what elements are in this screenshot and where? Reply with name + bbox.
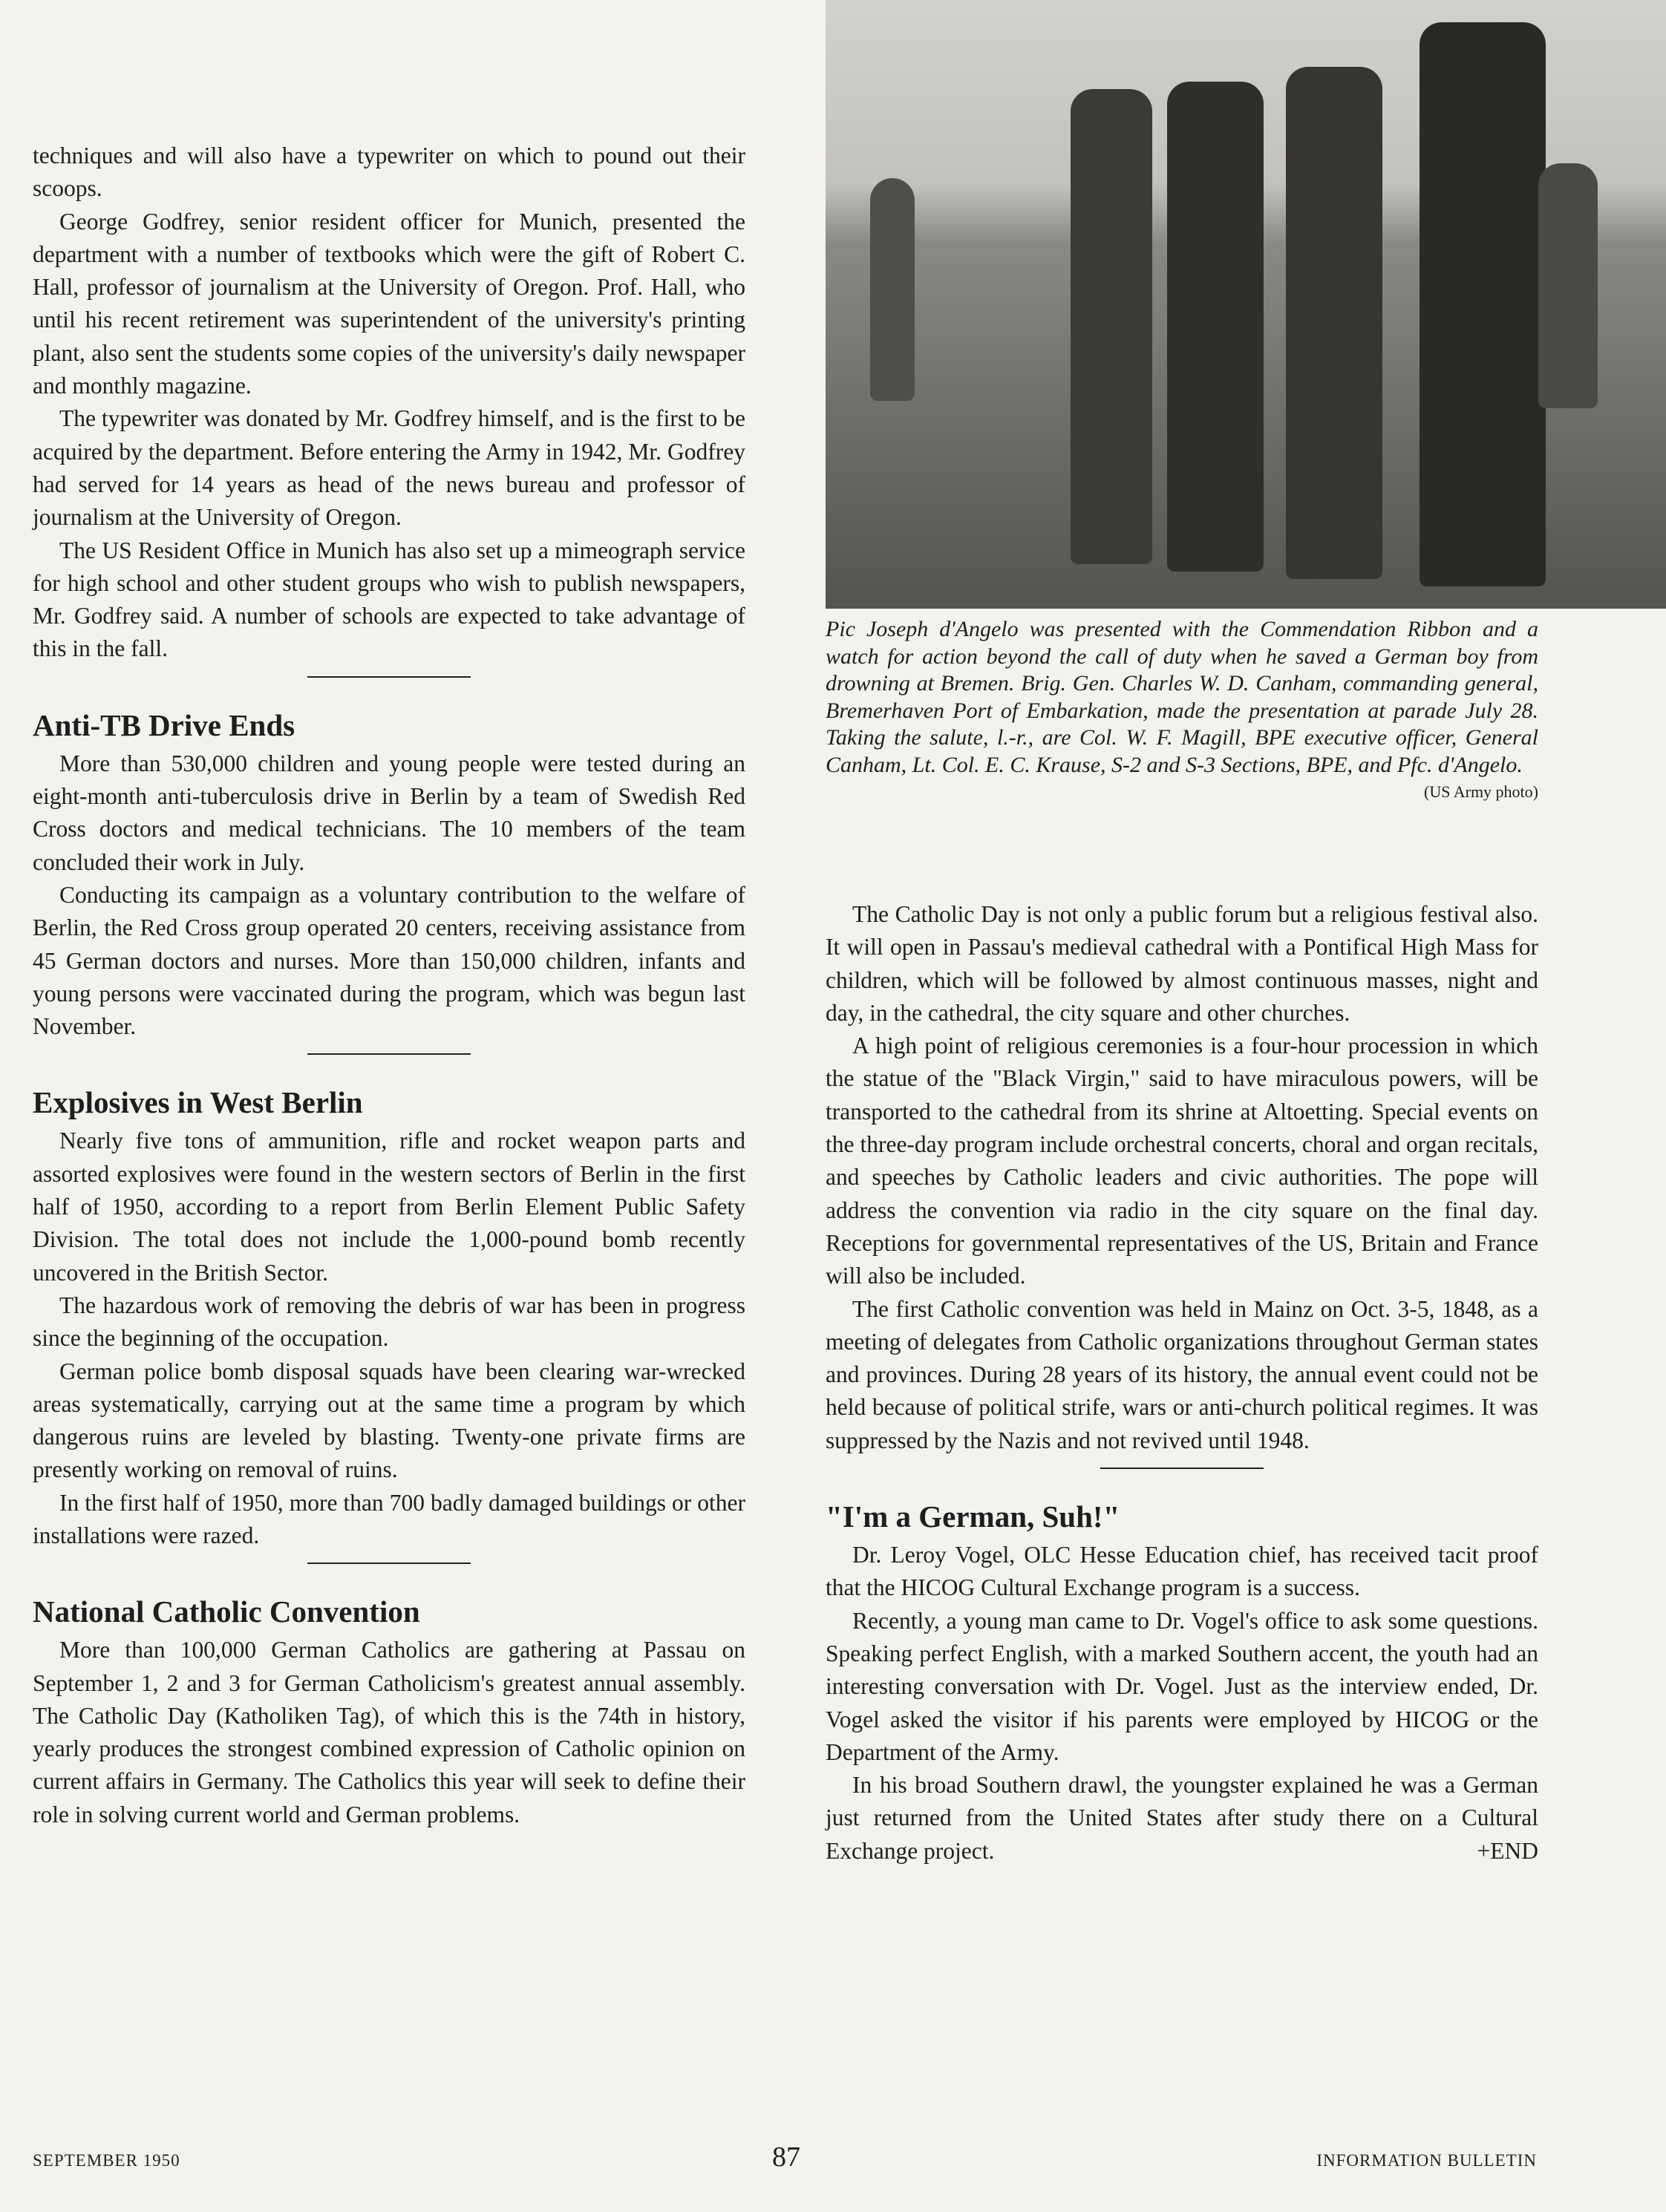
heading-explosives: Explosives in West Berlin (33, 1085, 363, 1120)
parade-photo (826, 0, 1666, 609)
paragraph-text: In his broad Southern drawl, the youngster explained he was a German just returned from the United States after study there on a Cultural Exchange project. (826, 1772, 1538, 1864)
paragraph: techniques and will also have a typewriter on which to pound out their scoops. (33, 143, 745, 202)
paragraph: Nearly five tons of ammunition, rifle and rocket weapon parts and assorted explosives were found in the western sectors of Berlin in the first half of 1950, according to a report from Berlin Element Public Safety Division. The total does not include the 1,000-pound bomb recently uncovered in the British Sector. (33, 1128, 745, 1286)
paragraph: In the first half of 1950, more than 700 badly damaged buildings or other installations were razed. (33, 1489, 745, 1548)
heading-catholic-convention: National Catholic Convention (33, 1594, 420, 1629)
heading-anti-tb: Anti-TB Drive Ends (33, 707, 295, 742)
photo-credit: (US Army photo) (1424, 782, 1538, 801)
heading-german-suh: "I'm a German, Suh!" (826, 1499, 1120, 1534)
section-divider (1100, 1467, 1264, 1469)
section-divider (307, 676, 471, 678)
left-column (33, 140, 745, 1831)
paragraph (826, 1769, 1538, 1868)
photo-figure-5 (1538, 163, 1598, 408)
photo-figure-2 (1167, 82, 1264, 572)
paragraph: More than 530,000 children and young people were tested during an eight-month anti-tuberculosis drive in Berlin by a team of Swedish Red Cross doctors and medical technicians. The 10 members of the team concluded their work in July. (33, 750, 745, 875)
photo-figure-6 (870, 178, 915, 401)
paragraph: The hazardous work of removing the debris of war has been in progress since the beginning of the occupation. (33, 1292, 745, 1352)
paragraph: More than 100,000 German Catholics are gathering at Passau on September 1, 2 and 3 for German Catholicism's greatest annual assembly. The Catholic Day (Katholiken Tag), of which this is the 74th in history, yearly produces the strongest combined expression of Catholic opinion on current affairs in Germany. The Catholics this year will seek to define their role in solving current world and German problems. (33, 1637, 745, 1827)
paragraph: Conducting its campaign as a voluntary contribution to the welfare of Berlin, the Red Cross group operated 20 centers, receiving assistance from 45 German doctors and nurses. More than 150,000 children, infants and young persons were vaccinated during the program, which was begun last November. (33, 881, 745, 1040)
footer-date: SEPTEMBER 1950 (33, 2151, 180, 2170)
photo-caption (826, 616, 1538, 806)
page-number: 87 (772, 2141, 800, 2173)
photo-figure-1 (1071, 89, 1152, 564)
paragraph: The typewriter was donated by Mr. Godfrey himself, and is the first to be acquired by the department. Before entering the Army in 1942, Mr. Godfrey had served for 14 years as head of the news bureau and professor of journalism at the University of Oregon. (33, 405, 745, 531)
end-mark: +END (1477, 1837, 1538, 1864)
photo-figure-4 (1420, 22, 1546, 586)
paragraph: Dr. Leroy Vogel, OLC Hesse Education chief, has received tacit proof that the HICOG Cultural Exchange program is a success. (826, 1542, 1538, 1601)
right-column (826, 898, 1538, 1868)
photo-figure-3 (1286, 67, 1382, 579)
section-divider (307, 1053, 471, 1055)
paragraph: The US Resident Office in Munich has also set up a mimeograph service for high school and other student groups who wish to publish newspapers, Mr. Godfrey said. A number of schools are expected to take advantage of this in the fall. (33, 537, 745, 662)
caption-text: Pic Joseph d'Angelo was presented with the Commendation Ribbon and a watch for action beyond the call of duty when he saved a German boy from drowning at Bremen. Brig. Gen. Charles W. D. Canham, commanding general, Bremerhaven Port of Embarkation, made the presentation at parade July 28. Taking the salute, l.-r., are Col. W. F. Magill, BPE executive officer, General Canham, Lt. Col. E. C. Krause, S-2 and S-3 Sections, BPE, and Pfc. d'Angelo. (826, 617, 1538, 777)
section-divider (307, 1563, 471, 1564)
paragraph: A high point of religious ceremonies is a four-hour procession in which the statue of the "Black Virgin," said to have miraculous powers, will be transported to the cathedral from its shrine at Altoetting. Special events on the three-day program include orchestral concerts, choral and organ recitals, and speeches by Catholic leaders and civic authorities. The pope will address the convention via radio in the city square on the final day. Receptions for governmental representatives of the US, Britain and France will also be included. (826, 1033, 1538, 1289)
paragraph: George Godfrey, senior resident officer for Munich, presented the department with a number of textbooks which were the gift of Robert C. Hall, professor of journalism at the University of Oregon. Prof. Hall, who until his recent retirement was superintendent of the university's printing plant, also sent the students some copies of the university's daily newspaper and monthly magazine. (33, 208, 745, 399)
paragraph: The first Catholic convention was held in Mainz on Oct. 3-5, 1848, as a meeting of delegates from Catholic organizations throughout German states and provinces. During 28 years of its history, the annual event could not be held because of political strife, wars or anti-church political regimes. It was suppressed by the Nazis and not revived until 1948. (826, 1295, 1538, 1453)
publication-name: INFORMATION BULLETIN (1316, 2151, 1537, 2170)
paragraph: German police bomb disposal squads have been clearing war-wrecked areas systematically, carrying out at the same time a program by which dangerous ruins are leveled by blasting. Twenty-one private firms are presently working on removal of ruins. (33, 1358, 745, 1483)
paragraph: Recently, a young man came to Dr. Vogel's office to ask some questions. Speaking perfect English, with a marked Southern accent, the youth had an interesting conversation with Dr. Vogel. Just as the interview ended, Dr. Vogel asked the visitor if his parents were employed by HICOG or the Department of the Army. (826, 1607, 1538, 1765)
paragraph: The Catholic Day is not only a public forum but a religious festival also. It will open in Passau's medieval cathedral with a Pontifical High Mass for children, which will be followed by almost continuous masses, night and day, in the cathedral, the city square and other churches. (826, 901, 1538, 1026)
